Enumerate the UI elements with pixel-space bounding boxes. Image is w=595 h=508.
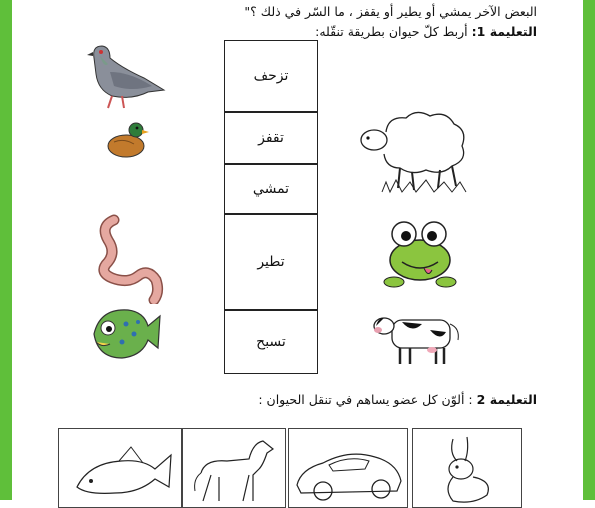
- word-box-crawl[interactable]: تزحف: [224, 40, 318, 112]
- car-outline-icon: [289, 429, 408, 508]
- instruction-1: [315, 24, 537, 39]
- cow-icon[interactable]: [372, 308, 464, 368]
- rabbit-outline-icon: [413, 429, 522, 508]
- frog-icon[interactable]: [380, 214, 460, 294]
- intro-line: البعض الآخر يمشي أو يطير أو يقفز ، ما السّر في ذلك ؟": [244, 4, 537, 19]
- coloring-panel-horse[interactable]: [182, 428, 286, 508]
- sheep-icon[interactable]: [356, 102, 472, 198]
- instruction-2: [258, 392, 537, 407]
- instruction-1-text: أربط كلّ حيوان بطريقة تنقّله:: [315, 24, 468, 39]
- word-box-walk[interactable]: تمشي: [224, 164, 318, 214]
- instruction-2-text: : ألوّن كل عضو يساهم في تنقل الحيوان :: [258, 392, 473, 407]
- instruction-2-label: التعليمة 2: [476, 392, 537, 407]
- coloring-panel-car[interactable]: [288, 428, 408, 508]
- coloring-panel-rabbit[interactable]: [412, 428, 522, 508]
- coloring-panel-fish[interactable]: [58, 428, 182, 508]
- horse-outline-icon: [183, 429, 286, 508]
- duck-icon[interactable]: [104, 118, 150, 160]
- word-box-fly[interactable]: تطير: [224, 214, 318, 310]
- pigeon-icon[interactable]: [82, 38, 166, 112]
- worm-icon[interactable]: [94, 212, 164, 304]
- fish-outline-icon: [59, 429, 182, 508]
- word-box-swim[interactable]: تسبح: [224, 310, 318, 374]
- page-frame-left: [0, 0, 12, 500]
- fish-icon[interactable]: [86, 300, 162, 364]
- instruction-1-label: التعليمة 1:: [471, 24, 537, 39]
- page-frame-right: [583, 0, 595, 500]
- word-box-jump[interactable]: تقفز: [224, 112, 318, 164]
